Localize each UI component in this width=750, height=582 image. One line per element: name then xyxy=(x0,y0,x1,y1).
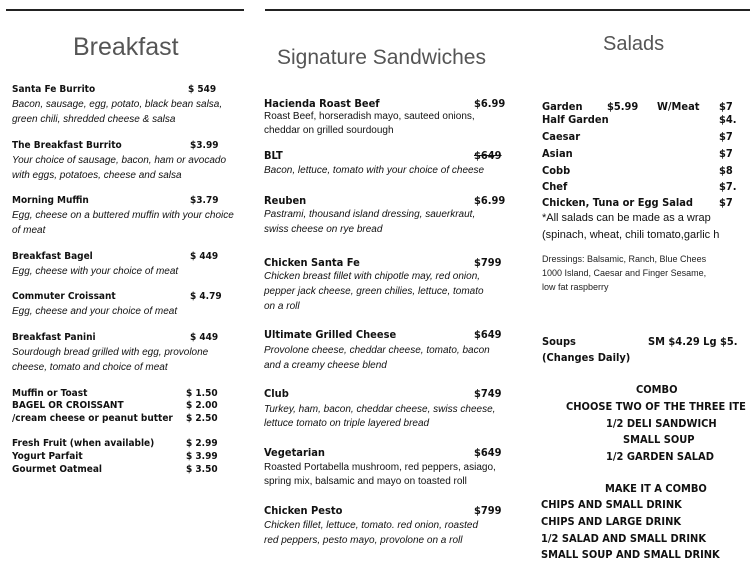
menu-item-desc: swiss cheese on rye bread xyxy=(264,224,383,235)
menu-item-name: Breakfast Panini xyxy=(12,332,96,343)
menu-item-price: $649 xyxy=(474,446,502,459)
combo-line: 1/2 DELI SANDWICH xyxy=(606,417,717,430)
salad-item-price: $7 xyxy=(719,147,733,160)
salad-item-price: $7 xyxy=(719,100,733,113)
salad-item-name: Chef xyxy=(542,180,568,193)
salad-item-name: Half Garden xyxy=(542,113,609,126)
extra-item-name: BAGEL OR CROISSANT xyxy=(12,400,124,411)
salad-item-name: Caesar xyxy=(542,130,581,143)
menu-item-name: Morning Muffin xyxy=(12,195,89,206)
salads-heading: Salads xyxy=(603,33,665,55)
menu-item-name: Breakfast Bagel xyxy=(12,251,93,262)
menu-item-desc: Pastrami, thousand island dressing, sauerkraut, xyxy=(264,209,476,220)
menu-item-desc: cheddar on grilled sourdough xyxy=(264,125,394,136)
combo-line: 1/2 GARDEN SALAD xyxy=(606,450,714,463)
menu-item-desc: Your choice of sausage, bacon, ham or avocado xyxy=(12,155,227,166)
menu-item-desc: Turkey, ham, bacon, cheddar cheese, swiss cheese, xyxy=(264,404,496,415)
menu-item-desc: green chili, shredded cheese & salsa xyxy=(12,114,176,125)
menu-item-name: Commuter Croissant xyxy=(12,291,116,302)
menu-item-price: $ 549 xyxy=(188,84,217,95)
menu-item-desc: Roast Beef, horseradish mayo, sauteed onions, xyxy=(264,111,475,122)
salad-item-price: $7 xyxy=(719,196,733,209)
soups-label: Soups xyxy=(542,335,576,348)
extra-item-name: Fresh Fruit (when available) xyxy=(12,438,155,449)
combo-line: SMALL SOUP xyxy=(623,433,695,446)
menu-item-desc: Egg, cheese with your choice of meat xyxy=(12,266,179,277)
menu-item-price: $799 xyxy=(474,504,502,517)
menu-item-desc: red peppers, pesto mayo, provolone on a roll xyxy=(264,535,463,546)
extra-item-price: $ 2.00 xyxy=(186,400,218,411)
menu-item-price: $649 xyxy=(474,149,502,162)
extra-item-name: Gourmet Oatmeal xyxy=(12,464,102,475)
wrap-note: (spinach, wheat, chili tomato,garlic h xyxy=(542,229,720,241)
menu-item-price: $6.99 xyxy=(474,97,506,110)
dressings-note: Dressings: Balsamic, Ranch, Blue Chees xyxy=(542,254,707,264)
menu-item-desc: cheese, tomato and choice of meat xyxy=(12,362,168,373)
sandwiches-heading: Signature Sandwiches xyxy=(277,46,486,69)
salad-item-name: Cobb xyxy=(542,164,571,177)
salad-garden-price: $5.99 xyxy=(607,100,639,113)
combo-line: CHOOSE TWO OF THE THREE ITE xyxy=(566,400,746,413)
soups-price: SM $4.29 Lg $5. xyxy=(648,335,738,348)
menu-item-name: BLT xyxy=(264,149,283,162)
dressings-note: low fat raspberry xyxy=(542,282,609,292)
menu-item-name: Santa Fe Burrito xyxy=(12,84,96,95)
extra-item-name: /cream cheese or peanut butter xyxy=(12,413,173,424)
breakfast-heading: Breakfast xyxy=(73,33,179,61)
salad-item-price: $7 xyxy=(719,130,733,143)
menu-item-desc: on a roll xyxy=(264,301,300,312)
salad-item-price: $4. xyxy=(719,113,737,126)
make-combo-line: SMALL SOUP AND SMALL DRINK xyxy=(541,548,720,561)
menu-item-name: Vegetarian xyxy=(264,446,325,459)
menu-item-price: $3.99 xyxy=(190,140,219,151)
menu-item-desc: Chicken fillet, lettuce, tomato. red onion, roasted xyxy=(264,520,479,531)
combo-line: COMBO xyxy=(636,383,678,396)
top-rule-left xyxy=(6,9,244,11)
menu-item-desc: Egg, cheese and your choice of meat xyxy=(12,306,178,317)
make-combo-line: CHIPS AND LARGE DRINK xyxy=(541,515,682,528)
extra-item-name: Muffin or Toast xyxy=(12,388,88,399)
extra-item-name: Yogurt Parfait xyxy=(12,451,83,462)
menu-item-name: Reuben xyxy=(264,194,307,207)
menu-item-name: Chicken Santa Fe xyxy=(264,256,360,269)
salad-item-name: Chicken, Tuna or Egg Salad xyxy=(542,196,694,209)
salad-item-name: Garden xyxy=(542,100,583,113)
menu-item-desc: Chicken breast fillet with chipotle may, red onion, xyxy=(264,271,481,282)
menu-item-desc: spring mix, balsamic and mayo on toasted roll xyxy=(264,476,467,487)
salad-w-meat-label: W/Meat xyxy=(657,100,700,113)
salad-item-price: $8 xyxy=(719,164,733,177)
extra-item-price: $ 3.50 xyxy=(186,464,218,475)
menu-item-price: $649 xyxy=(474,328,502,341)
menu-item-desc: lettuce tomato on triple layered bread xyxy=(264,418,430,429)
menu-item-price: $6.99 xyxy=(474,194,506,207)
make-combo-line: CHIPS AND SMALL DRINK xyxy=(541,498,682,511)
menu-item-desc: Egg, cheese on a buttered muffin with your choice xyxy=(12,210,234,221)
menu-item-desc: Provolone cheese, cheddar cheese, tomato, bacon xyxy=(264,345,490,356)
menu-item-name: Club xyxy=(264,387,289,400)
menu-item-price: $749 xyxy=(474,387,502,400)
make-combo-heading: MAKE IT A COMBO xyxy=(605,482,707,495)
menu-item-desc: of meat xyxy=(12,225,46,236)
salad-item-name: Asian xyxy=(542,147,573,160)
menu-item-name: Chicken Pesto xyxy=(264,504,343,517)
menu-item-desc: Bacon, sausage, egg, potato, black bean salsa, xyxy=(12,99,223,110)
dressings-note: 1000 Island, Caesar and Finger Sesame, xyxy=(542,268,707,278)
menu-item-desc: with eggs, potatoes, cheese and salsa xyxy=(12,170,182,181)
top-rule-right xyxy=(265,9,750,11)
menu-item-price: $ 449 xyxy=(190,251,219,262)
salad-item-price: $7. xyxy=(719,180,737,193)
menu-item-desc: Bacon, lettuce, tomato with your choice of cheese xyxy=(264,165,485,176)
menu-item-desc: pepper jack cheese, green chilies, lettuce, tomato xyxy=(264,286,484,297)
menu-item-desc: Roasted Portabella mushroom, red peppers, asiago, xyxy=(264,462,496,473)
menu-item-desc: and a creamy cheese blend xyxy=(264,360,387,371)
menu-item-price: $ 4.79 xyxy=(190,291,222,302)
extra-item-price: $ 2.50 xyxy=(186,413,218,424)
extra-item-price: $ 3.99 xyxy=(186,451,218,462)
soups-sub: (Changes Daily) xyxy=(542,351,631,364)
menu-item-price: $ 449 xyxy=(190,332,219,343)
wrap-note: *All salads can be made as a wrap xyxy=(542,212,711,224)
make-combo-line: 1/2 SALAD AND SMALL DRINK xyxy=(541,532,707,545)
menu-item-price: $799 xyxy=(474,256,502,269)
menu-item-name: Ultimate Grilled Cheese xyxy=(264,328,397,341)
extra-item-price: $ 2.99 xyxy=(186,438,218,449)
menu-item-name: The Breakfast Burrito xyxy=(12,140,122,151)
menu-item-name: Hacienda Roast Beef xyxy=(264,97,380,110)
extra-item-price: $ 1.50 xyxy=(186,388,218,399)
menu-item-price: $3.79 xyxy=(190,195,219,206)
menu-item-desc: Sourdough bread grilled with egg, provolone xyxy=(12,347,209,358)
